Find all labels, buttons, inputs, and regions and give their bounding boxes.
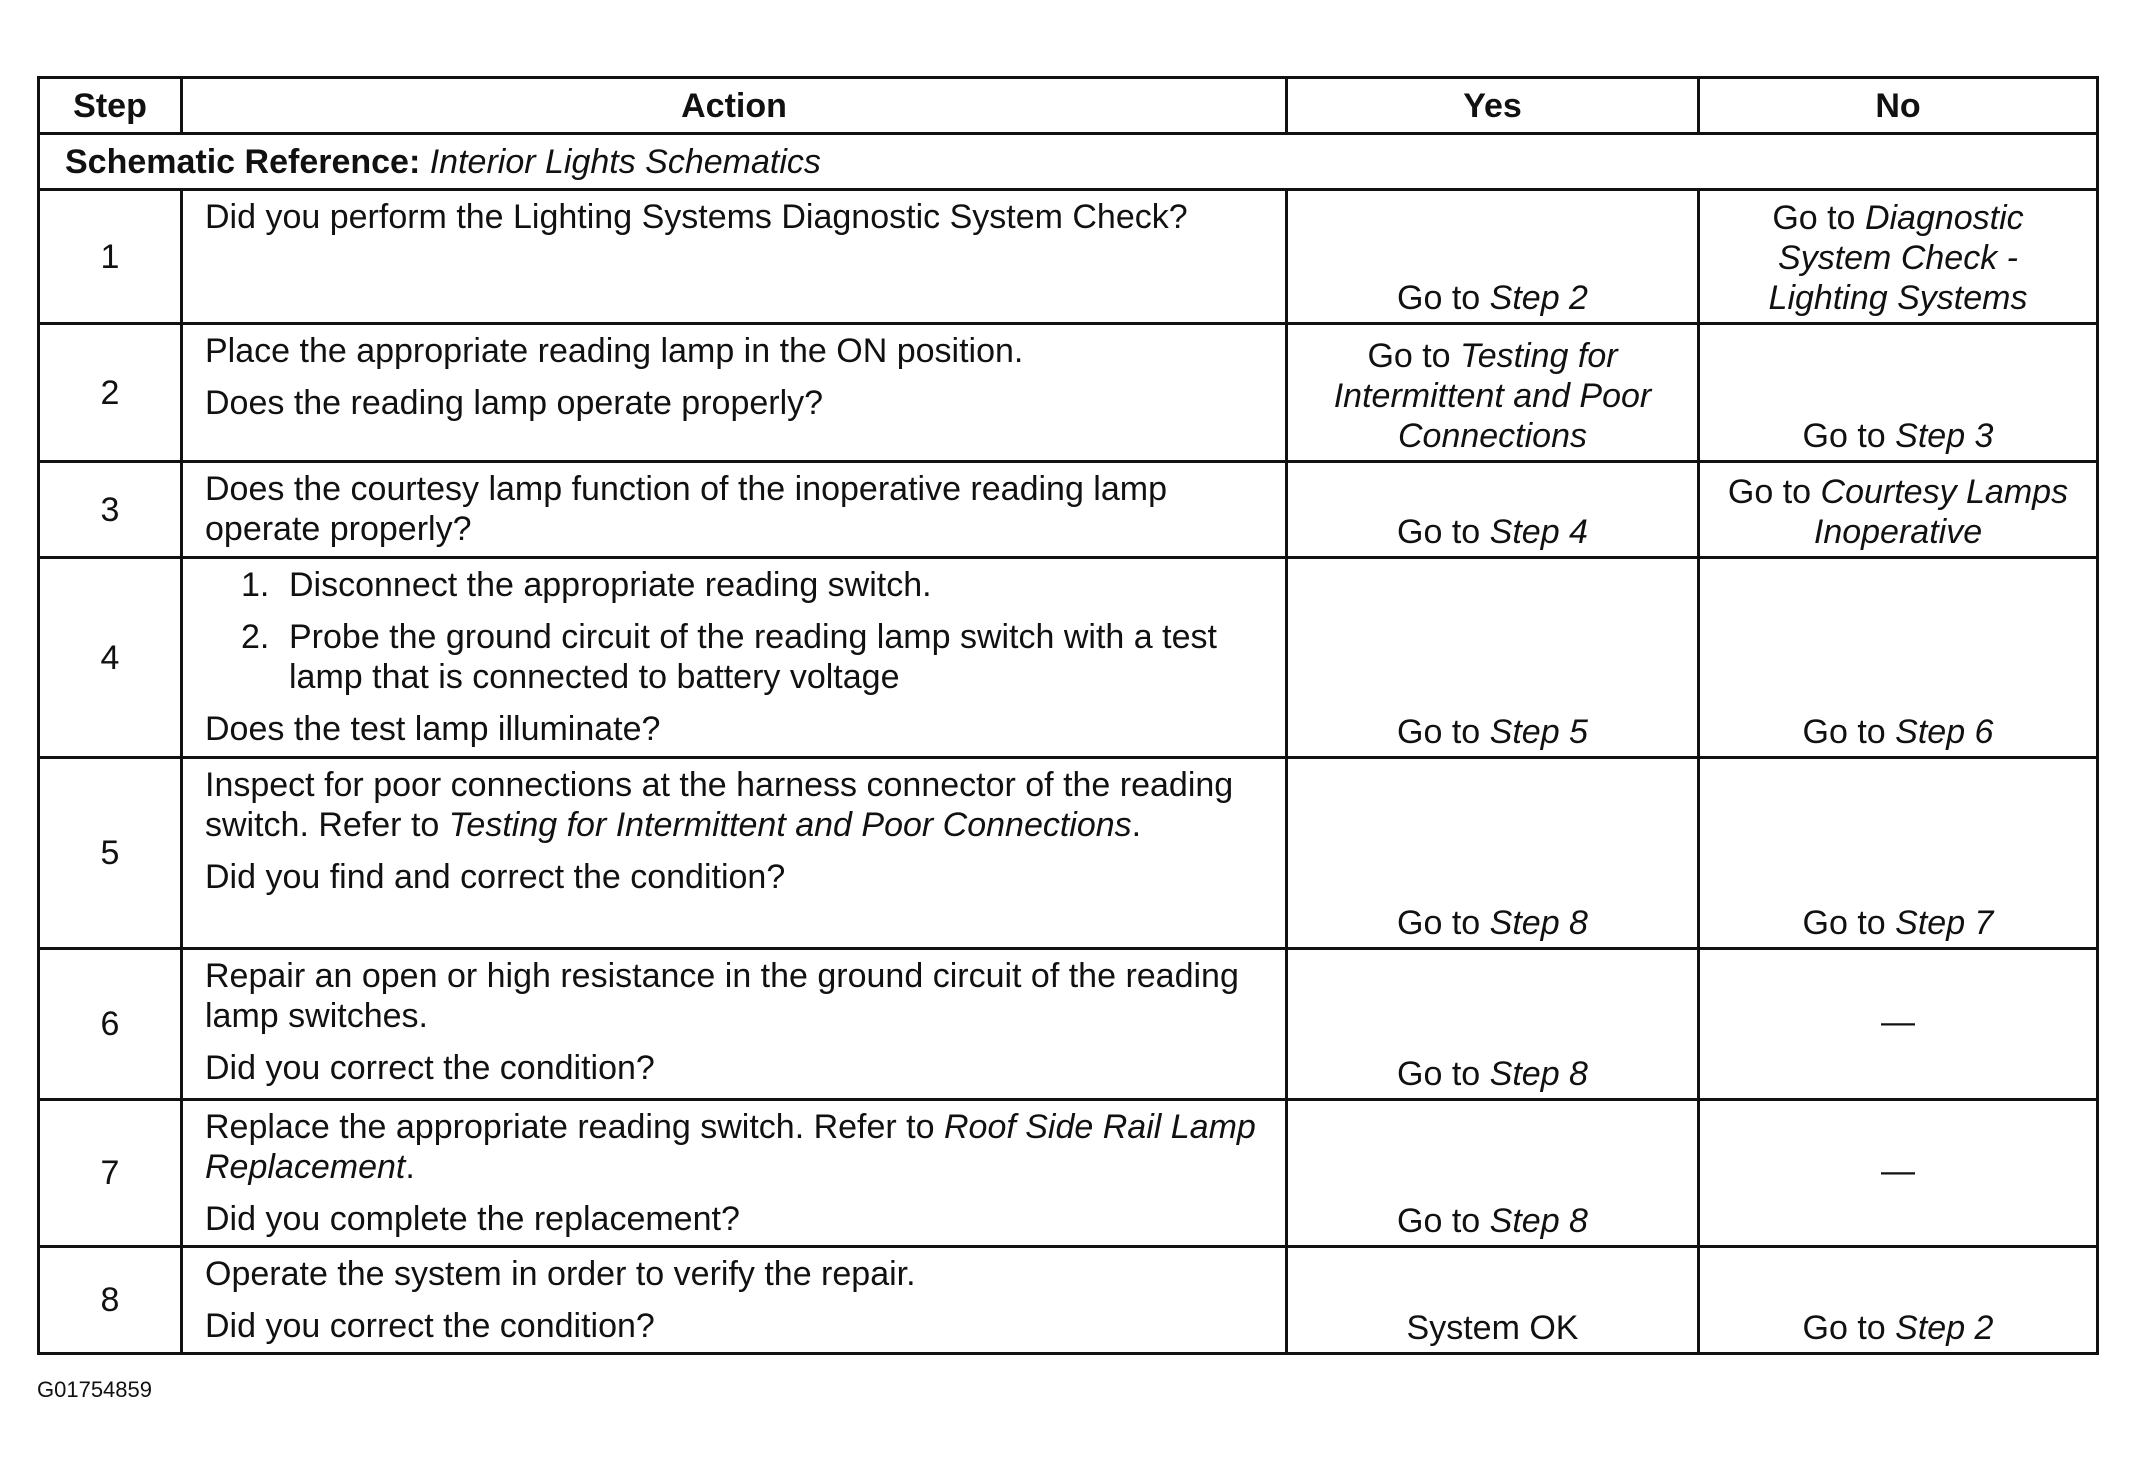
no-dash: — (1881, 1003, 1915, 1041)
header-yes: Yes (1287, 78, 1699, 134)
yes-cell (1287, 758, 1699, 949)
no-link[interactable]: Step 7 (1895, 904, 1994, 942)
table-row (39, 949, 2098, 1100)
yes-link[interactable]: Step 8 (1489, 1202, 1588, 1240)
step-number: 4 (39, 558, 182, 758)
figure-id: G01754859 (37, 1377, 152, 1402)
no-prefix: Go to (1802, 1309, 1886, 1347)
yes-link[interactable]: Testing for Intermittent and Poor Connections (1333, 337, 1652, 455)
no-prefix: Go to (1772, 199, 1856, 237)
schematic-reference-row (39, 134, 2098, 190)
table-row (39, 558, 2098, 758)
yes-cell (1287, 1247, 1699, 1354)
action-text: Does the courtesy lamp function of the inoperative reading lamp operate properly? (205, 470, 1167, 548)
action-cell (182, 758, 1287, 949)
schematic-reference-link[interactable]: Interior Lights Schematics (429, 142, 821, 181)
yes-prefix: Go to (1367, 337, 1451, 375)
yes-prefix: Go to (1397, 279, 1481, 317)
action-question: Does the test lamp illuminate? (205, 710, 661, 748)
substep-text: Probe the ground circuit of the reading lamp switch with a test lamp that is connected to battery voltage (289, 618, 1217, 696)
header-row (39, 78, 2098, 134)
action-cell (182, 1247, 1287, 1354)
step-number: 7 (39, 1100, 182, 1247)
no-cell (1699, 1247, 2098, 1354)
table-row (39, 1100, 2098, 1247)
action-cell (182, 190, 1287, 324)
no-link[interactable]: Step 2 (1895, 1309, 1994, 1347)
table-row (39, 1247, 2098, 1354)
action-text: Operate the system in order to verify the repair. (205, 1255, 916, 1293)
yes-cell (1287, 558, 1699, 758)
step-number: 5 (39, 758, 182, 949)
table-row (39, 462, 2098, 558)
yes-link[interactable]: Step 8 (1489, 904, 1588, 942)
action-cell (182, 949, 1287, 1100)
no-cell (1699, 758, 2098, 949)
yes-link[interactable]: Step 4 (1489, 513, 1588, 551)
no-cell (1699, 949, 2098, 1100)
no-link[interactable]: Step 6 (1895, 713, 1994, 751)
substep-number: 1. (241, 566, 270, 604)
header-step: Step (39, 78, 182, 134)
yes-link[interactable]: Step 5 (1489, 713, 1588, 751)
substep-list (205, 565, 1271, 697)
no-prefix: Go to (1802, 713, 1886, 751)
no-dash: — (1881, 1152, 1915, 1190)
action-cell (182, 462, 1287, 558)
action-question: Did you find and correct the condition? (205, 858, 786, 896)
schematic-reference-label: Schematic Reference: (65, 142, 421, 181)
step-number: 1 (39, 190, 182, 324)
action-cell (182, 324, 1287, 462)
yes-cell (1287, 324, 1699, 462)
action-cell (182, 1100, 1287, 1247)
action-main: Inspect for poor connections at the harness connector of the reading switch. Refer to (205, 766, 1234, 844)
diagnostic-table (37, 76, 2099, 1355)
header-action: Action (182, 78, 1287, 134)
action-text: Inspect for poor connections at the harness connector of the reading switch. Refer to Testing for Intermittent and Poor Connections. (205, 766, 1234, 844)
header-no: No (1699, 78, 2098, 134)
action-question: Did you complete the replacement? (205, 1200, 740, 1238)
action-text: Replace the appropriate reading switch. Refer to Roof Side Rail Lamp Replacement. (205, 1108, 1256, 1186)
substep-text: Disconnect the appropriate reading switch. (289, 566, 932, 604)
yes-result: System OK (1406, 1309, 1579, 1347)
step-number: 8 (39, 1247, 182, 1354)
yes-prefix: Go to (1397, 1202, 1481, 1240)
no-prefix: Go to (1802, 417, 1886, 455)
yes-cell (1287, 190, 1699, 324)
action-text: Place the appropriate reading lamp in the ON position. (205, 332, 1024, 370)
no-cell (1699, 324, 2098, 462)
no-link[interactable]: Step 3 (1895, 417, 1994, 455)
yes-link[interactable]: Step 2 (1489, 279, 1588, 317)
yes-cell (1287, 949, 1699, 1100)
action-reference-link[interactable]: Testing for Intermittent and Poor Connections (448, 806, 1132, 844)
yes-prefix: Go to (1397, 713, 1481, 751)
table-row (39, 324, 2098, 462)
action-question: Does the reading lamp operate properly? (205, 384, 824, 422)
no-link[interactable]: Courtesy Lamps Inoperative (1813, 473, 2069, 551)
no-cell (1699, 558, 2098, 758)
yes-prefix: Go to (1397, 1055, 1481, 1093)
action-question: Did you correct the condition? (205, 1049, 655, 1087)
yes-cell (1287, 462, 1699, 558)
no-prefix: Go to (1727, 473, 1812, 511)
action-main: Replace the appropriate reading switch. Refer to (205, 1108, 935, 1146)
no-cell (1699, 190, 2098, 324)
no-cell (1699, 462, 2098, 558)
step-number: 3 (39, 462, 182, 558)
action-question: Did you correct the condition? (205, 1307, 655, 1345)
yes-link[interactable]: Step 8 (1489, 1055, 1588, 1093)
yes-cell (1287, 1100, 1699, 1247)
substep-number: 2. (241, 618, 270, 656)
substep-item (205, 617, 1271, 697)
no-link[interactable]: Diagnostic System Check - Lighting Systems (1768, 199, 2028, 317)
action-text: Did you perform the Lighting Systems Diagnostic System Check? (205, 198, 1188, 236)
step-number: 2 (39, 324, 182, 462)
action-text: Repair an open or high resistance in the ground circuit of the reading lamp switches. (205, 957, 1239, 1035)
no-cell (1699, 1100, 2098, 1247)
yes-prefix: Go to (1397, 904, 1481, 942)
action-reference-link[interactable]: Roof Side Rail Lamp Replacement (205, 1108, 1256, 1186)
no-prefix: Go to (1802, 904, 1886, 942)
substep-item (205, 565, 1271, 605)
action-cell (182, 558, 1287, 758)
step-number: 6 (39, 949, 182, 1100)
yes-prefix: Go to (1397, 513, 1481, 551)
table-row (39, 758, 2098, 949)
table-row (39, 190, 2098, 324)
schematic-reference (39, 134, 2098, 190)
